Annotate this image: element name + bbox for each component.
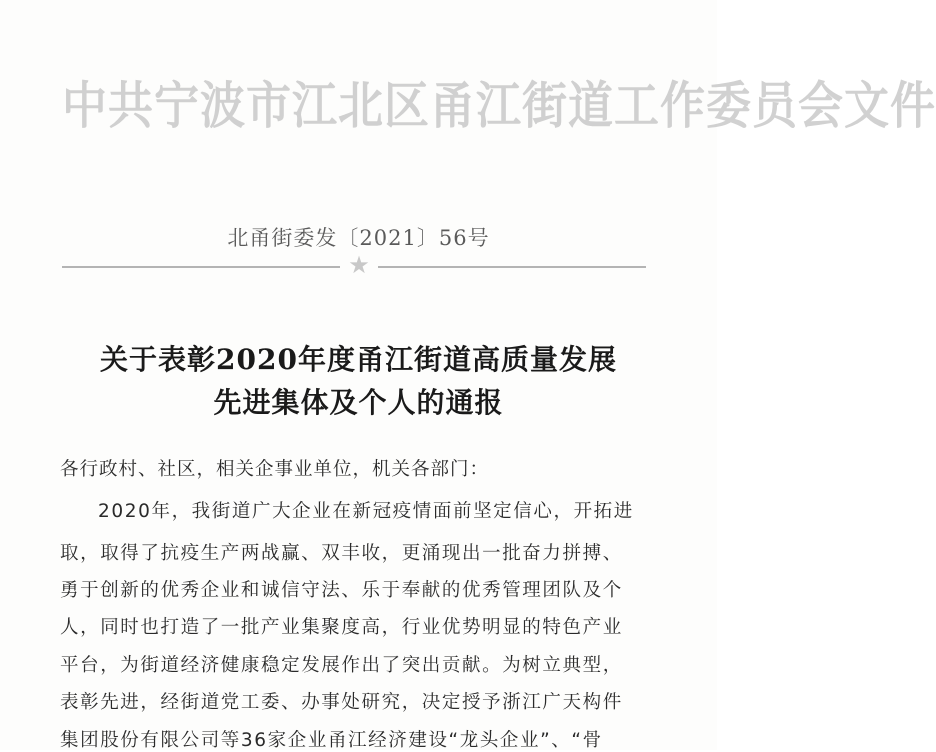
body-paragraph-line: 勇于创新的优秀企业和诚信守法、乐于奉献的优秀管理团队及个 — [60, 580, 623, 601]
body-paragraph-line: 取，取得了抗疫生产两战赢、双丰收，更涌现出一批奋力拼搏、 — [60, 543, 623, 564]
body-paragraph-line: 表彰先进，经街道党工委、办事处研究，决定授予浙江广天构件 — [60, 692, 623, 713]
body-paragraph-line: 人，同时也打造了一批产业集聚度高，行业优势明显的特色产业 — [60, 617, 623, 638]
issuer-header: 中共宁波市江北区甬江街道工作委员会文件 — [62, 75, 936, 136]
document-title-line-1: 关于表彰2020年度甬江街道高质量发展 — [100, 343, 617, 376]
header-divider-right — [378, 266, 646, 268]
salutation: 各行政村、社区，相关企事业单位，机关各部门： — [60, 459, 490, 480]
body-paragraph-line: 平台，为街道经济健康稳定发展作出了突出贡献。为树立典型， — [60, 655, 623, 676]
star-icon: ★ — [348, 251, 370, 279]
body-paragraph-line: 2020年，我街道广大企业在新冠疫情面前坚定信心，开拓进 — [98, 501, 634, 522]
document-number: 北甬街委发〔2021〕56号 — [227, 226, 490, 250]
body-paragraph-line: 集团股份有限公司等36家企业甬江经济建设“龙头企业”、“骨 — [60, 730, 603, 751]
document-title-line-2: 先进集体及个人的通报 — [213, 386, 504, 419]
header-divider-left — [62, 266, 340, 268]
